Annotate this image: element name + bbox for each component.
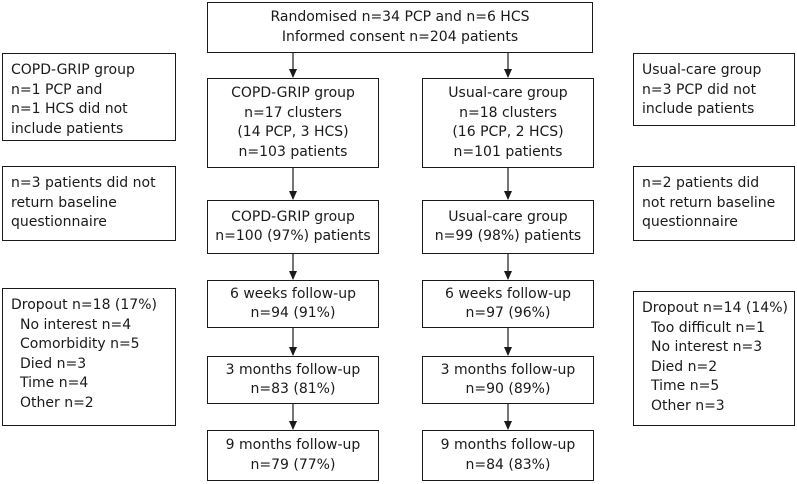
randomised-count: Randomised n=34 PCP and n=6 HCS (270, 9, 530, 25)
dropout-reason: Time n=4 (20, 375, 89, 391)
dropout-reason: Too difficult n=1 (651, 319, 765, 336)
followup-label: 6 weeks follow-up (230, 285, 356, 302)
dropout-reason: Died n=3 (20, 355, 87, 372)
no-baseline-line: n=3 patients did not (11, 175, 156, 191)
excluded-line: n=1 HCS did not (11, 101, 128, 117)
no-baseline-line: not return baseline (642, 194, 776, 211)
patient-count: n=99 (98%) patients (434, 228, 582, 244)
copd-grip-allocation-box (207, 78, 379, 168)
no-baseline-line: questionnaire (642, 214, 738, 230)
no-baseline-line: questionnaire (11, 214, 107, 230)
excluded-line: n=3 PCP did not (642, 81, 757, 98)
excluded-line: COPD-GRIP group (11, 62, 135, 78)
dropout-reason: Died n=2 (651, 358, 718, 375)
no-baseline-line: return baseline (11, 194, 117, 211)
copd-grip-week6-box (207, 280, 379, 328)
usual-care-excluded-clusters-box (633, 53, 795, 126)
patient-count: n=103 patients (238, 143, 348, 160)
copd-grip-dropout-box (2, 288, 176, 426)
informed-consent-count: Informed consent n=204 patients (281, 28, 519, 45)
group-name: COPD-GRIP group (231, 85, 355, 101)
patient-count: n=101 patients (453, 143, 563, 160)
copd-grip-baseline-box (207, 200, 379, 254)
followup-label: 3 months follow-up (225, 361, 361, 378)
cluster-count: n=18 clusters (459, 104, 557, 121)
randomisation-box (207, 2, 593, 53)
usual-care-no-baseline-box (633, 166, 795, 241)
cluster-breakdown: (14 PCP, 3 HCS) (237, 124, 349, 140)
followup-count: n=83 (81%) (250, 381, 336, 397)
usual-care-dropout-box (633, 291, 795, 426)
dropout-total: Dropout n=18 (17%) (11, 297, 157, 313)
followup-label: 3 months follow-up (440, 361, 576, 378)
group-name: Usual-care group (448, 85, 568, 101)
excluded-line: include patients (642, 101, 755, 117)
excluded-line: Usual-care group (642, 62, 762, 78)
dropout-reason: Comorbidity n=5 (20, 336, 140, 352)
copd-grip-no-baseline-box (2, 166, 176, 241)
dropout-total: Dropout n=14 (14%) (642, 300, 788, 316)
copd-grip-excluded-clusters-box (2, 53, 176, 141)
usual-care-month9-box (422, 430, 594, 481)
usual-care-baseline-box (422, 200, 594, 254)
followup-label: 9 months follow-up (225, 437, 361, 453)
followup-count: n=84 (83%) (465, 456, 551, 473)
patient-count: n=100 (97%) patients (215, 228, 371, 244)
usual-care-month3-box (422, 356, 594, 404)
followup-count: n=79 (77%) (250, 456, 336, 473)
cluster-breakdown: (16 PCP, 2 HCS) (452, 124, 564, 140)
followup-count: n=97 (96%) (465, 305, 551, 321)
dropout-reason: No interest n=3 (651, 339, 763, 355)
copd-grip-month9-box (207, 430, 379, 481)
no-baseline-line: n=2 patients did (642, 175, 760, 191)
excluded-line: n=1 PCP and (11, 81, 103, 98)
copd-grip-month3-box (207, 356, 379, 404)
followup-label: 9 months follow-up (440, 437, 576, 453)
usual-care-week6-box (422, 280, 594, 328)
dropout-reason: Time n=5 (651, 378, 720, 394)
dropout-reason: Other n=2 (20, 394, 94, 411)
usual-care-allocation-box (422, 78, 594, 168)
excluded-line: include patients (11, 120, 124, 137)
dropout-reason: Other n=3 (651, 397, 725, 414)
group-name: Usual-care group (448, 208, 568, 225)
followup-count: n=90 (89%) (465, 381, 551, 397)
followup-label: 6 weeks follow-up (445, 285, 571, 302)
cluster-count: n=17 clusters (244, 104, 342, 121)
followup-count: n=94 (91%) (250, 305, 336, 321)
group-name: COPD-GRIP group (231, 208, 355, 225)
dropout-reason: No interest n=4 (20, 316, 132, 333)
